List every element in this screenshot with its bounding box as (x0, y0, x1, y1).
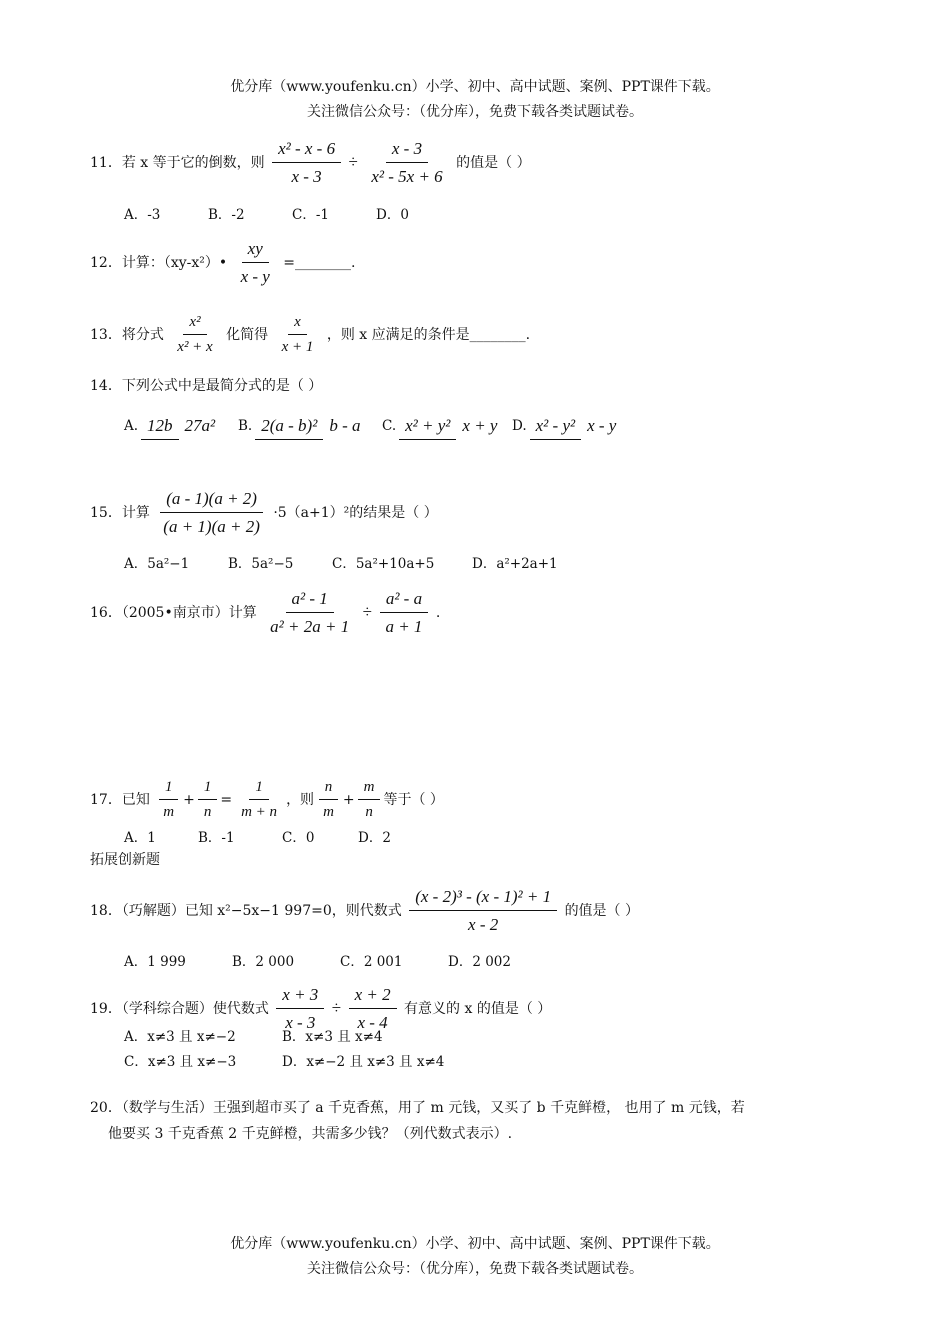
q11-option-d: D．0 (376, 207, 409, 223)
q15-options (124, 552, 558, 572)
header-line-2: 关注微信公众号：（优分库），免费下载各类试题试卷。 (307, 104, 643, 120)
q16-fraction-2 (379, 588, 428, 638)
footer-line-1: 优分库（www.youfenku.cn）小学、初中、高中试题、案例、PPT课件下载。 (230, 1236, 720, 1252)
q17-options (124, 826, 391, 846)
question-16 (90, 588, 440, 638)
q11-tail: 的值是（ ） (456, 155, 531, 171)
q19-options-row-1 (124, 1025, 383, 1045)
q11-fraction-1 (272, 138, 341, 188)
question-18 (90, 886, 639, 936)
q14-d-label: D. (512, 417, 527, 434)
q19-option-a: A．x≠3 且 x≠−2 (124, 1029, 236, 1045)
q17-plus-1: + (183, 792, 195, 808)
q14-a-den: 27a² (184, 416, 216, 435)
q18-option-b: B．2 000 (232, 954, 295, 970)
q17-fraction-5 (358, 778, 381, 822)
q18-fraction (409, 886, 557, 936)
q13-f2-num: x (288, 313, 307, 335)
q13-mid: 化简得 (226, 327, 269, 343)
q19-option-c: C．x≠3 且 x≠−3 (124, 1054, 237, 1070)
q16-f2-num: a² - a (380, 588, 428, 613)
q18-f-den: x - 2 (468, 915, 499, 934)
q14-b-num: 2(a - b)² (255, 415, 323, 440)
q17-fraction-2 (198, 778, 218, 822)
q15-option-c: C．5a²+10a+5 (332, 556, 435, 572)
q14-b-fraction (255, 412, 366, 440)
q19-tail: 有意义的 x 的值是（ ） (404, 1001, 552, 1017)
q19-f2-den: x - 4 (357, 1013, 388, 1032)
q14-c-fraction (399, 412, 503, 440)
q14-options (124, 412, 625, 440)
question-20-line-1: 20．（数学与生活）王强到超市买了 a 千克香蕉，用了 m 元钱，又买了 b 千克鲜橙， 也用了 m 元钱，若 (90, 1100, 745, 1116)
q11-div: ÷ (348, 152, 358, 171)
q15-option-a: A．5a²−1 (124, 556, 190, 572)
q17-fraction-3 (235, 778, 283, 822)
q19-div: ÷ (331, 998, 342, 1017)
header-line-1: 优分库（www.youfenku.cn）小学、初中、高中试题、案例、PPT课件下载。 (230, 79, 720, 95)
q11-option-c: C．-1 (292, 207, 329, 223)
q13-fraction-1 (171, 313, 218, 357)
q17-fraction-1 (157, 778, 180, 822)
q19-option-d: D．x≠−2 且 x≠3 且 x≠4 (282, 1054, 445, 1070)
q17-option-c: C．0 (282, 830, 315, 846)
q13-f1-den: x² + x (177, 339, 213, 355)
q11-lead: 11．若 x 等于它的倒数，则 (90, 155, 265, 171)
q19-f1-den: x - 3 (285, 1013, 316, 1032)
q14-d-fraction (530, 412, 623, 440)
q14-a-fraction (141, 412, 221, 440)
q18-tail: 的值是（ ） (564, 903, 640, 919)
q19-lead: 19．（学科综合题）使代数式 (90, 1001, 269, 1017)
q14-a-label: A. (124, 417, 139, 434)
q19-f2-num: x + 2 (349, 984, 397, 1009)
q13-f2-den: x + 1 (281, 339, 314, 355)
q13-lead: 13．将分式 (90, 327, 164, 343)
q19-options-row-2 (124, 1050, 444, 1070)
q17-f5-den: n (365, 804, 373, 820)
q17-mid: ，则 (286, 792, 315, 808)
q11-fraction-2 (365, 138, 448, 188)
q18-option-d: D．2 002 (448, 954, 511, 970)
q16-f1-num: a² - 1 (286, 588, 334, 613)
question-14: 14．下列公式中是最简分式的是（ ） (90, 378, 323, 394)
q18-option-c: C．2 001 (340, 954, 403, 970)
q14-d-den: x - y (587, 416, 617, 435)
q19-f1-num: x + 3 (276, 984, 324, 1009)
question-15 (90, 488, 438, 538)
q17-option-d: D．2 (358, 830, 391, 846)
q18-option-a: A．1 999 (124, 954, 186, 970)
q17-option-a: A．1 (124, 830, 156, 846)
q16-div: ÷ (362, 602, 372, 621)
question-17 (90, 778, 444, 822)
q17-f2-den: n (203, 804, 212, 820)
q14-a-num: 12b (141, 415, 179, 440)
q17-f1-num: 1 (159, 778, 179, 800)
q12-fraction (235, 238, 276, 288)
question-20-line-2: 他要买 3 千克香蕉 2 千克鲜橙，共需多少钱？（列代数式表示）. (108, 1126, 513, 1142)
q17-f3-den: m + n (241, 804, 278, 820)
q17-tail: 等于（ ） (383, 792, 444, 808)
q17-fraction-4 (317, 778, 340, 822)
q14-option-b (238, 412, 382, 440)
q17-f4-num: n (319, 778, 339, 800)
q12-tail: =________. (283, 255, 356, 271)
q13-tail: ，则 x 应满足的条件是________. (326, 327, 531, 343)
q14-option-c (382, 412, 512, 440)
q15-option-d: D．a²+2a+1 (472, 556, 558, 572)
q11-options (124, 203, 409, 223)
q17-f3-num: 1 (249, 778, 269, 800)
question-11 (90, 138, 531, 188)
q17-f2-num: 1 (198, 778, 218, 800)
q17-lead: 17．已知 (90, 792, 150, 808)
q14-option-a (124, 412, 238, 440)
q14-c-num: x² + y² (399, 415, 456, 440)
q16-f2-den: a + 1 (385, 617, 423, 636)
q15-fraction (157, 488, 266, 538)
q13-f1-num: x² (183, 313, 206, 335)
q15-tail: ·5（a+1）²的结果是（ ） (273, 505, 438, 521)
q12-f-den: x - y (240, 267, 270, 286)
q14-b-label: B. (238, 417, 253, 434)
q12-f-num: xy (242, 238, 269, 263)
q11-f1-num: x² - x - 6 (272, 138, 341, 163)
section-heading: 拓展创新题 (90, 852, 160, 868)
q16-lead: 16．（2005•南京市）计算 (90, 605, 257, 621)
q17-f4-den: m (323, 804, 334, 820)
q15-lead: 15．计算 (90, 505, 150, 521)
q17-f5-num: m (358, 778, 381, 800)
q14-c-label: C. (382, 417, 397, 434)
q11-f2-num: x - 3 (386, 138, 428, 163)
q16-f1-den: a² + 2a + 1 (270, 617, 350, 636)
q16-fraction-1 (264, 588, 355, 638)
q17-f1-den: m (163, 804, 175, 820)
q17-option-b: B．-1 (198, 830, 235, 846)
q18-lead: 18．（巧解题）已知 x²−5x−1 997=0，则代数式 (90, 903, 402, 919)
q12-lead: 12．计算：（xy-x²）• (90, 255, 228, 271)
question-12 (90, 238, 355, 288)
q11-f2-den: x² - 5x + 6 (371, 167, 443, 186)
q14-b-den: b - a (329, 416, 361, 435)
q11-option-b: B．-2 (208, 207, 245, 223)
q18-f-num: (x - 2)³ - (x - 1)² + 1 (409, 886, 557, 911)
q14-option-d (512, 412, 625, 440)
footer-line-2: 关注微信公众号：（优分库），免费下载各类试题试卷。 (307, 1261, 643, 1277)
q17-equals: = (220, 792, 233, 808)
q13-fraction-2 (276, 313, 320, 357)
question-13 (90, 313, 530, 357)
q11-option-a: A．-3 (124, 207, 161, 223)
q15-option-b: B．5a²−5 (228, 556, 294, 572)
q14-c-den: x + y (462, 416, 498, 435)
q16-tail: . (435, 605, 441, 621)
q18-options (124, 950, 511, 970)
q19-option-b: B．x≠3 且 x≠4 (282, 1029, 383, 1045)
q11-f1-den: x - 3 (291, 167, 322, 186)
q14-d-num: x² - y² (530, 415, 581, 440)
q15-f-den: (a + 1)(a + 2) (163, 517, 260, 536)
q17-plus-2: + (342, 792, 355, 808)
q15-f-num: (a - 1)(a + 2) (160, 488, 263, 513)
